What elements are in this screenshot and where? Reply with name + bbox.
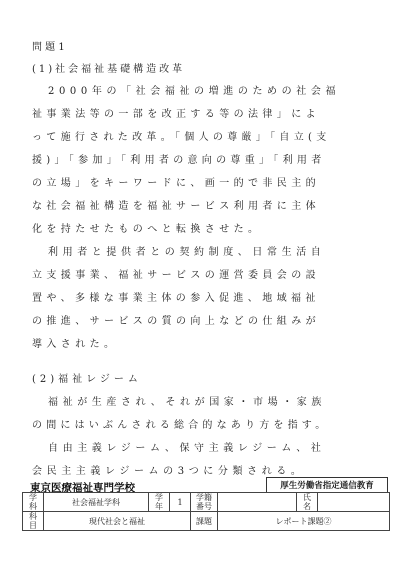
text-line: 利用者と提供者との契約制度、日常生活自 bbox=[48, 247, 326, 258]
subject-label: 科目 bbox=[23, 512, 44, 531]
text-line: の推進、サービスの質の向上などの仕組みが bbox=[32, 316, 320, 327]
student-id-label: 学籍番号 bbox=[191, 493, 218, 512]
year-label: 学年 bbox=[149, 493, 170, 512]
text-line: って施行された改革。「個人の尊厳」「自立(支 bbox=[32, 132, 331, 143]
text-line: 2000年の「社会福祉の増進のための社会福 bbox=[48, 86, 341, 97]
year-value: 1 bbox=[170, 493, 191, 512]
section1-heading: (1)社会福祉基礎構造改革 bbox=[32, 64, 186, 75]
student-id-field[interactable] bbox=[218, 493, 297, 512]
name-label: 氏名 bbox=[297, 493, 318, 512]
text-line: 化を持たせたものへと転換させた。 bbox=[32, 224, 263, 235]
table-row bbox=[23, 512, 390, 531]
table-row bbox=[23, 493, 390, 512]
dept-value: 社会福祉学科 bbox=[44, 493, 149, 512]
text-line: の立場」をキーワードに、画一的で非民主的 bbox=[32, 178, 320, 189]
text-line: 福祉が生産され、それが国家・市場・家族 bbox=[48, 397, 326, 408]
text-line: 援)」「参加」「利用者の意向の尊重」「利用者 bbox=[32, 155, 326, 166]
task-value: レポート課題② bbox=[218, 512, 390, 531]
text-line: 立支援事業、福祉サービスの運営委員会の設 bbox=[32, 270, 320, 281]
text-line: な社会福祉構造を福祉サービス利用者に主体 bbox=[32, 201, 320, 212]
text-line: 会民主主義レジームの3つに分類される。 bbox=[32, 466, 306, 477]
text-line: の間にはいぶんされる総合的なあり方を指す。 bbox=[32, 420, 330, 431]
text-line: 自由主義レジーム、保守主義レジーム、社 bbox=[48, 443, 326, 454]
school-name: 東京医療福祉専門学校 bbox=[30, 482, 135, 494]
section2-heading: (2)福祉レジーム bbox=[32, 374, 142, 385]
text-line: 導入された。 bbox=[32, 339, 119, 350]
text-line: 置や、多様な事業主体の参入促進、地域福祉 bbox=[32, 293, 320, 304]
report-info-table bbox=[22, 492, 390, 531]
subject-value: 現代社会と福祉 bbox=[44, 512, 191, 531]
problem-heading: 問 題 1 bbox=[32, 42, 65, 53]
name-field[interactable] bbox=[318, 493, 390, 512]
text-line: 祉事業法等の一部を改正する等の法律」によ bbox=[32, 109, 320, 120]
task-label: 課題 bbox=[191, 512, 218, 531]
dept-label: 学科 bbox=[23, 493, 44, 512]
approval-badge: 厚生労働省指定通信教育 bbox=[266, 477, 388, 493]
